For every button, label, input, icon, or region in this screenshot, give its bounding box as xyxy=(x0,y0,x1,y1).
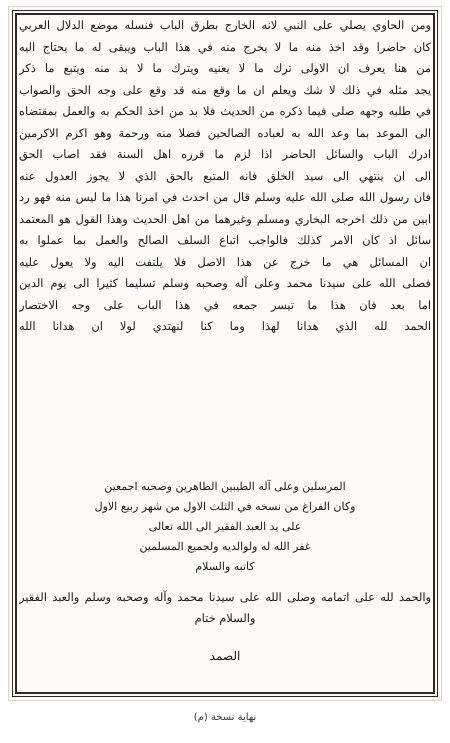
manuscript-closing-text xyxy=(39,477,411,577)
manuscript-line: الى الموعد بما وعد الله به لعباده الصالحين فضلا منه ورحمة وهو اكرم الاكرمين xyxy=(19,125,431,140)
manuscript-line: من هنا يعرف ان الاولى ترك ما لا يعنيه ويترك ما لا بد منه ويتبع ما ذكر xyxy=(19,61,431,75)
manuscript-line: والحمد لله على اتمامه وصلى الله على سيدنا محمد وآله وصحبه وسلم والعبد الفقير xyxy=(19,590,431,604)
page-caption: نهاية نسخة (م) xyxy=(193,712,257,723)
manuscript-line: يجد مثله في ذلك لا شك ويعلم ان ما وقع منه قد وقع على وجه الحق والصواب xyxy=(19,82,431,97)
manuscript-colophon xyxy=(19,587,431,629)
manuscript-line: على يد العبد الفقير الى الله تعالى xyxy=(148,520,302,533)
manuscript-line: ابين من ذلك اخرجه البخاري ومسلم وغيرهما من اهل الحديث وهذا القول هو المعتمد xyxy=(19,211,431,226)
manuscript-line: وكان الفراغ من نسخه في الثلث الاول من شهر ربيع الاول xyxy=(94,500,356,513)
manuscript-line: سائل اذ كان الامر كذلك فالواجب اتباع السلف الصالح والعمل بما عملوا به xyxy=(19,233,431,247)
manuscript-line: في طلبه وجهه صلى فيما ذكره من الحديث فلا بد من اخذ الحكم به والعمل بمقتضاه xyxy=(19,104,431,118)
manuscript-line: ادرك الباب والسائل الحاضر اذا لزم ما قرره اهل السنة فقد اصاب الحق xyxy=(19,147,431,161)
manuscript-line: غفر الله له ولوالديه ولجميع المسلمين xyxy=(139,540,311,553)
manuscript-signature: الصمد xyxy=(209,649,241,663)
manuscript-line: فان رسول الله صلى الله عليه وسلم قال من احدث في امرنا هذا ما ليس منه فهو رد xyxy=(19,190,431,204)
manuscript-line: الى ان ينتهي الى سيد الخلق فانه المتبع بالحق الذي لا يجوز العدول عنه xyxy=(19,168,431,183)
manuscript-line: ومن الحاوي يصلي على النبي لانه الخارج بطرق الباب فنسله موضع الدلال العربي xyxy=(19,18,431,32)
manuscript-body-text xyxy=(19,15,431,338)
manuscript-line: الحمد لله الذي هدانا لهذا وما كنا لنهتدي لولا ان هدانا الله xyxy=(19,319,431,333)
manuscript-page xyxy=(8,6,442,701)
manuscript-line: كاتبه والسلام xyxy=(195,560,255,573)
manuscript-line: المرسلين وعلى آله الطيبين الطاهرين وصحبه اجمعين xyxy=(104,480,346,493)
manuscript-line: والسلام ختام xyxy=(194,611,256,625)
manuscript-line: كان حاضرا وقد اخذ منه ما لا يخرج منه في هذا الباب ويبقى له ما يحتاج اليه xyxy=(19,39,431,54)
manuscript-line: اما بعد فان هذا ما تيسر جمعه في هذا الباب على وجه الاختصار xyxy=(19,297,431,312)
manuscript-line: ان المسائل هي ما خرج عن هذا الاصل فلا يلتفت اليه ولا يعول عليه xyxy=(19,254,431,269)
manuscript-line: فصلى الله على سيدنا محمد وعلى آله وصحبه وسلم تسليما كثيرا الى يوم الدين xyxy=(19,276,431,290)
